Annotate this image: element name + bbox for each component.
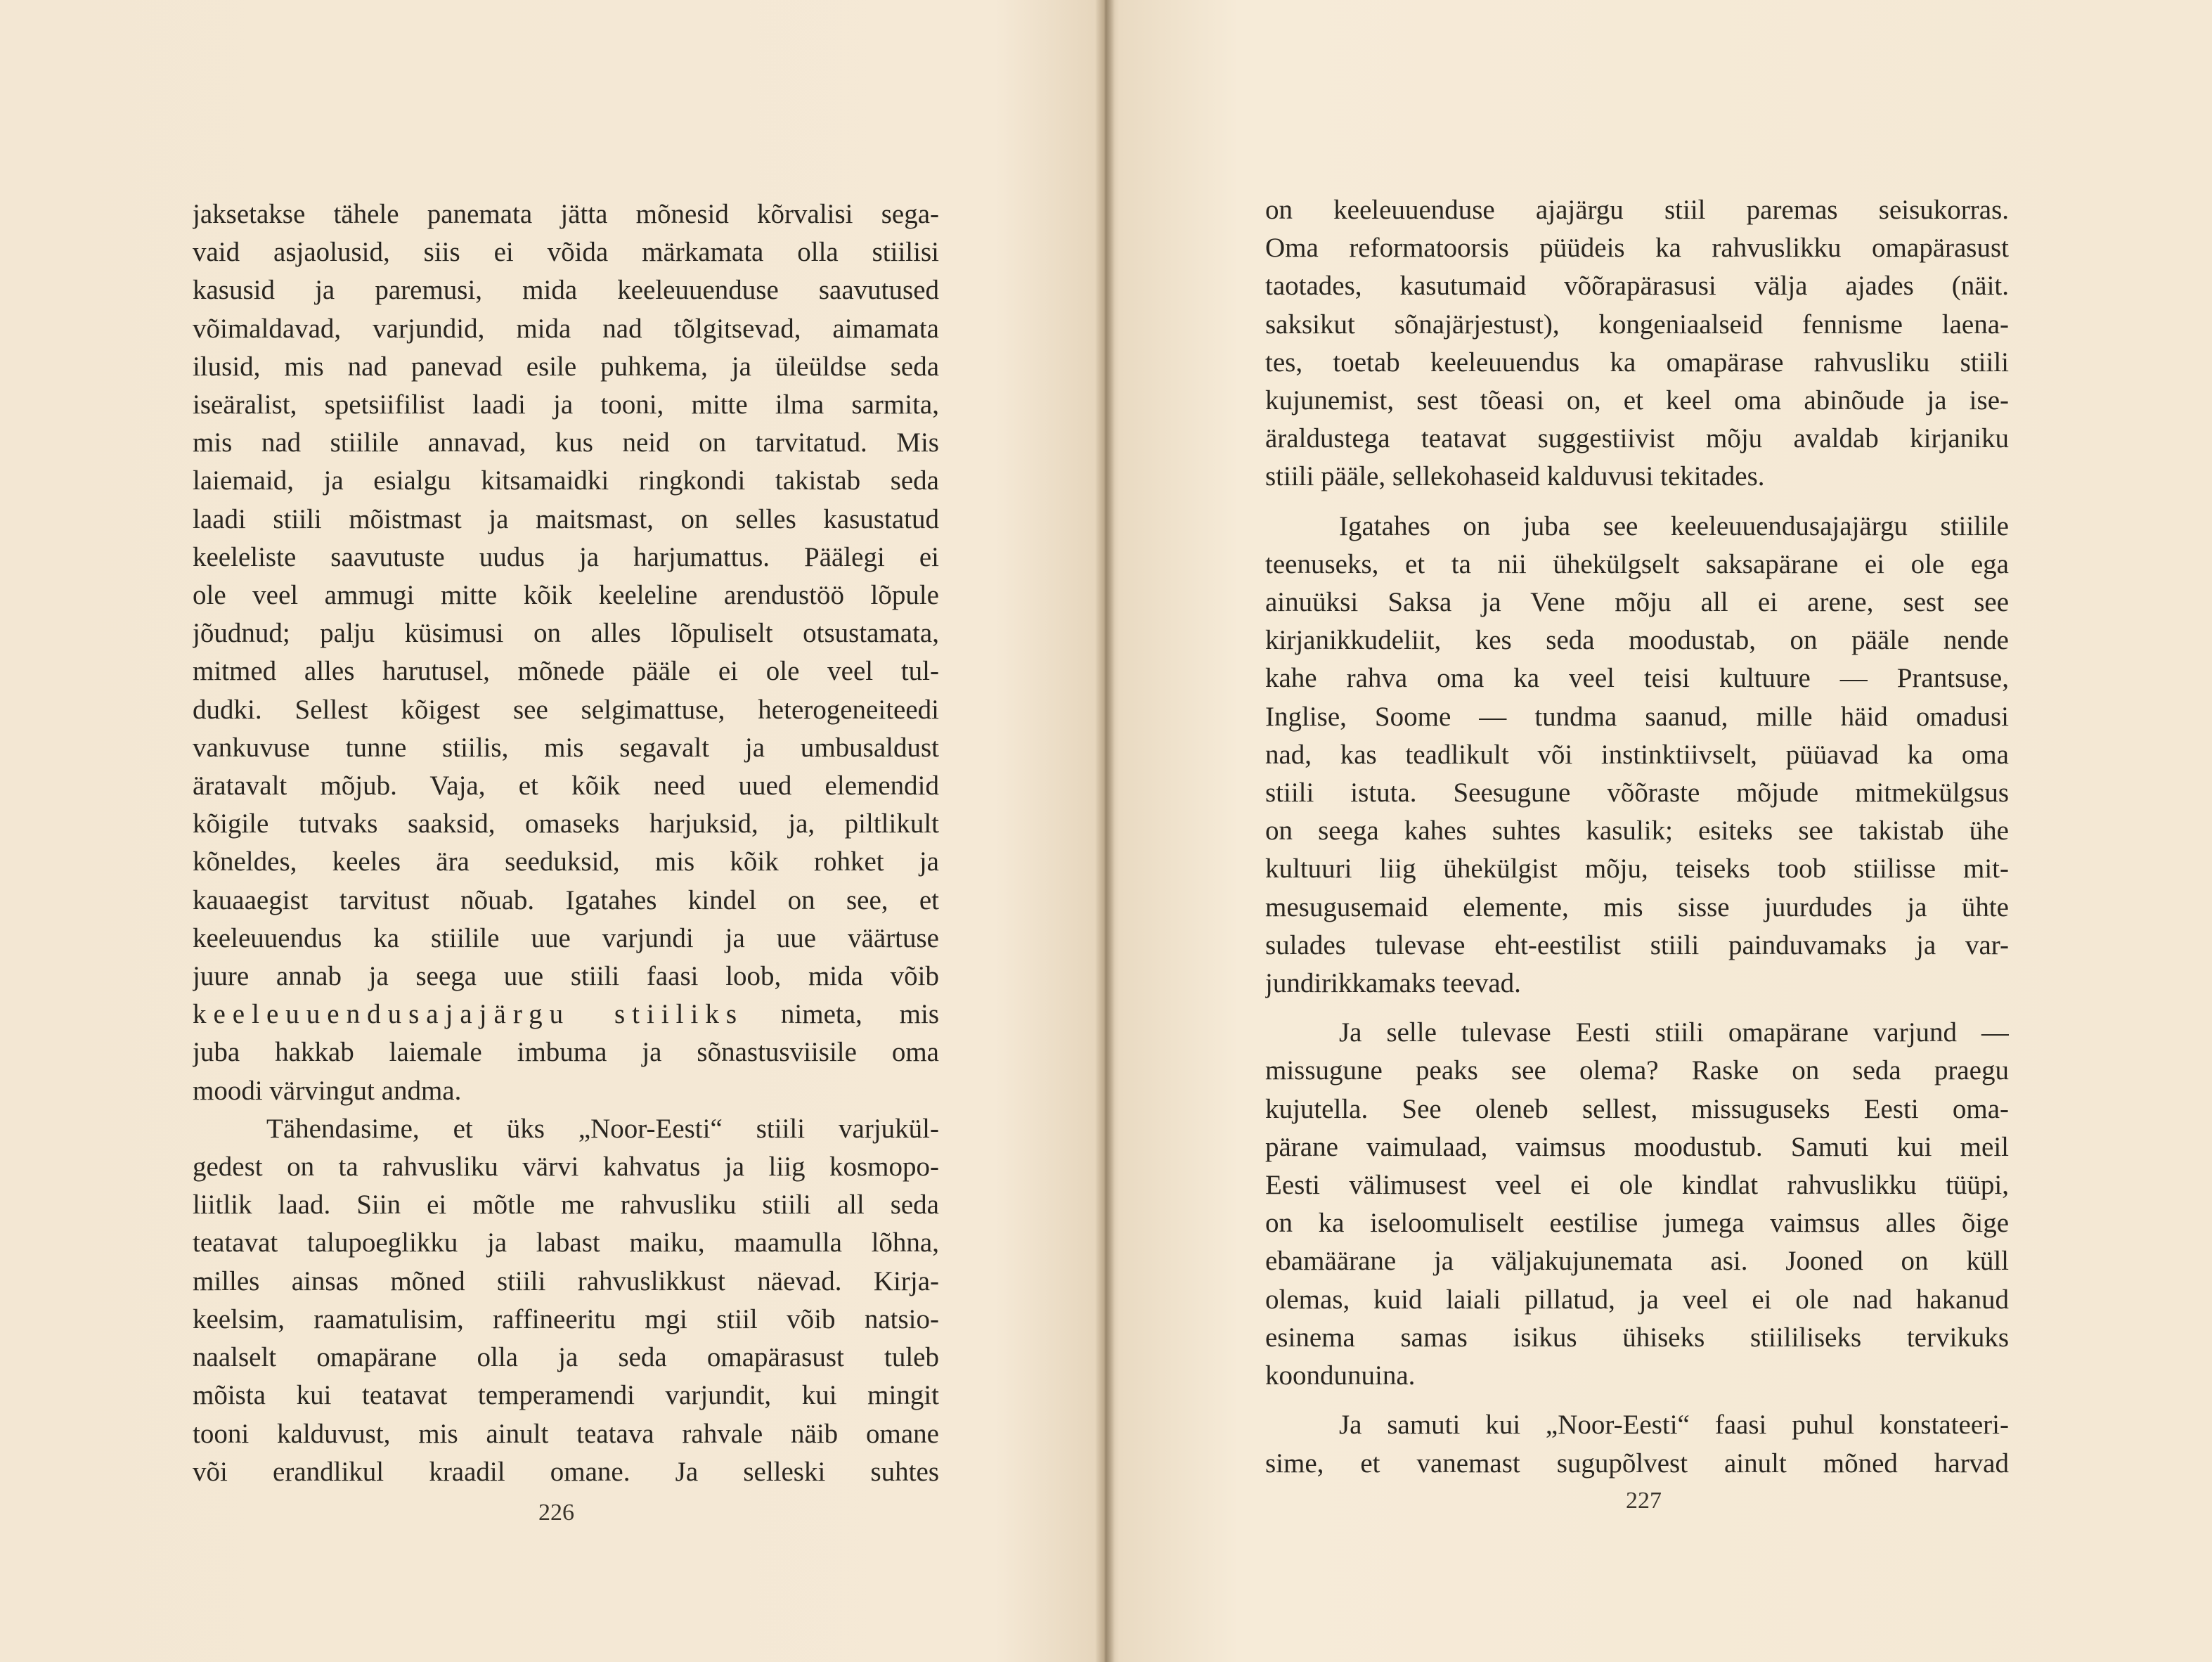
text-line: Eesti välimusest veel ei ole kindlat rahvuslikku tüüpi,: [1265, 1170, 2009, 1201]
text-line: või erandlikul kraadil omane. Ja selleski suhtes: [193, 1456, 939, 1487]
text-line: kujutella. See oleneb sellest, missuguseks Eesti oma-: [1265, 1093, 2009, 1124]
text-line: kauaaegist tarvitust nõuab. Igatahes kindel on see, et: [193, 884, 939, 915]
text-line: kahe rahva oma ka veel teisi kultuure — Prantsuse,: [1265, 663, 2009, 694]
text-line: stiili istuta. Seesugune võõraste mõjude mitmekülgsus: [1265, 778, 2009, 809]
text-line: ilusid, mis nad panevad esile puhkema, ja üleüldse seda: [193, 351, 939, 382]
text-line: missugune peaks see olema? Raske on seda praegu: [1265, 1055, 2009, 1086]
text-line: ole veel ammugi mitte kõik keeleline arendustöö lõpule: [193, 580, 939, 611]
paragraph-start: Ja selle tulevase Eesti stiili omapärane varjund —: [1339, 1017, 2009, 1048]
text-line: koondunuina.: [1265, 1360, 1416, 1391]
text-line: esinema samas isikus ühiseks stiililiseks tervikuks: [1265, 1322, 2009, 1353]
text-line: jõudnud; palju küsimusi on alles lõpuliselt otsustamata,: [193, 618, 939, 649]
text-line: keelsim, raamatulisim, raffineeritu mgi stiil võib natsio-: [193, 1303, 939, 1334]
text-line: kasusid ja paremusi, mida keeleuuenduse saavutused: [193, 275, 939, 306]
text-line: nad, kas teadlikult või instinktiivselt, püüavad ka oma: [1265, 739, 2009, 770]
page-number: 227: [1626, 1488, 1662, 1514]
text-line: mitmed alles harutusel, mõnede pääle ei ole veel tul-: [193, 656, 939, 687]
text-line: jundirikkamaks teevad.: [1265, 968, 1521, 999]
line-rest: nimeta, mis: [780, 999, 939, 1030]
text-line: tes, toetab keeleuuendus ka omapärase rahvusliku stiili: [1265, 347, 2009, 378]
paragraph-start: Igatahes on juba see keeleuuendusajajärgu stiilile: [1339, 510, 2009, 541]
text-line: äratavalt mõjub. Vaja, et kõik need uued elemendid: [193, 771, 939, 801]
text-line: kõigile tutvaks saaksid, omaseks harjuksid, ja, piltlikult: [193, 809, 939, 839]
page-number: 226: [538, 1500, 574, 1526]
text-line: mis nad stiilile annavad, kus neid on tarvitatud. Mis: [193, 427, 939, 458]
text-line: teatavat talupoeglikku ja labast maiku, maamulla lõhna,: [193, 1228, 939, 1258]
text-line: milles ainsas mõned stiili rahvuslikkust näevad. Kirja-: [193, 1265, 939, 1296]
text-line: tooni kalduvust, mis ainult teatava rahvale näib omane: [193, 1418, 939, 1449]
text-line: on seega kahes suhtes kasulik; esiteks see takistab ühe: [1265, 816, 2009, 846]
left-page: [0, 0, 1102, 1662]
text-line: taotades, kasutumaid võõrapärasusi välja ajades (näit.: [1265, 271, 2009, 302]
text-line: jaksetakse tähele panemata jätta mõnesid kõrvalisi sega-: [193, 199, 939, 229]
text-line: laiemaid, ja esialgu kitsamaidki ringkondi takistab seda: [193, 465, 939, 496]
text-line: iseäralist, spetsiifilist laadi ja tooni, mitte ilma sarmita,: [193, 389, 939, 420]
text-line: vankuvuse tunne stiilis, mis segavalt ja umbusaldust: [193, 732, 939, 763]
text-line: juba hakkab laiemale imbuma ja sõnastusviisile oma: [193, 1037, 939, 1068]
text-line: pärane vaimulaad, vaimsus moodustub. Samuti kui meil: [1265, 1131, 2009, 1162]
text-line: gedest on ta rahvusliku värvi kahvatus ja liig kosmopo-: [193, 1152, 939, 1183]
text-line: vaid asjaolusid, siis ei võida märkamata olla stiilisi: [193, 237, 939, 268]
text-line: on keeleuuenduse ajajärgu stiil paremas seisukorras.: [1265, 195, 2009, 225]
text-line: kultuuri liig ühekülgist mõju, teiseks toob stiilisse mit-: [1265, 853, 2009, 884]
text-line: ebamäärane ja väljakujunemata asi. Jooned on küll: [1265, 1246, 2009, 1277]
text-line: Inglise, Soome — tundma saanud, mille häid omadusi: [1265, 701, 2009, 732]
text-line: saksikut sõnajärjestust), kongeniaalseid fennisme laena-: [1265, 309, 2009, 340]
text-line: sulades tulevase eht-eestilist stiili painduvamaks ja var-: [1265, 929, 2009, 960]
paragraph-gap: [1265, 1003, 2009, 1014]
text-line: võimaldavad, varjundid, mida nad tõlgitsevad, aimamata: [193, 313, 939, 344]
paragraph-gap: [1265, 496, 2009, 508]
text-line: sime, et vanemast sugupõlvest ainult mõned harvad: [1265, 1448, 2009, 1479]
text-line: kirjanikkudeliit, kes seda moodustab, on pääle nende: [1265, 625, 2009, 656]
text-line: keeleuuendus ka stiilile uue varjundi ja uue väärtuse: [193, 922, 939, 953]
text-line: mesugusemaid elemente, mis sisse juurdudes ja ühte: [1265, 891, 2009, 922]
text-line: keeleliste saavutuste uudus ja harjumattus. Päälegi ei: [193, 541, 939, 572]
text-line: Oma reformatoorsis püüdeis ka rahvuslikku omapärasust: [1265, 233, 2009, 264]
spaced-term: keeleuuendusajajärgu stiiliks: [193, 999, 744, 1030]
text-line: juure annab ja seega uue stiili faasi loob, mida võib: [193, 961, 939, 992]
text-line: moodi värvingut andma.: [193, 1075, 462, 1106]
text-line: liitlik laad. Siin ei mõtle me rahvusliku stiili all seda: [193, 1190, 939, 1220]
paragraph-start: Ja samuti kui „Noor-Eesti“ faasi puhul konstateeri-: [1339, 1410, 2009, 1441]
paragraph-gap: [1265, 1395, 2009, 1406]
text-line: mõista kui teatavat temperamendi varjundit, kui mingit: [193, 1380, 939, 1411]
left-page-text: [193, 195, 939, 1491]
text-line: kujunemist, sest tõeasi on, et keel oma abinõude ja ise-: [1265, 385, 2009, 416]
paragraph-start: Tähendasime, et üks „Noor-Eesti“ stiili varjukül-: [266, 1113, 939, 1144]
text-line: olemas, kuid laiali pillatud, ja veel ei ole nad hakanud: [1265, 1284, 2009, 1315]
text-line: on ka iseloomuliselt eestilise jumega vaimsus alles õige: [1265, 1208, 2009, 1239]
right-page-text: [1265, 191, 2009, 1483]
text-line: stiili pääle, sellekohaseid kalduvusi tekitades.: [1265, 461, 1765, 492]
text-line-spaced-term: [193, 996, 939, 1033]
text-line: teenuseks, et ta nii ühekülgselt saksapärane ei ole ega: [1265, 548, 2009, 579]
text-line: äraldustega teatavat suggestiivist mõju avaldab kirjaniku: [1265, 423, 2009, 454]
text-line: laadi stiili mõistmast ja maitsmast, on selles kasustatud: [193, 503, 939, 534]
text-line: naalselt omapärane olla ja seda omapärasust tuleb: [193, 1342, 939, 1373]
text-line: dudki. Sellest kõigest see selgimattuse, heterogeneiteedi: [193, 694, 939, 725]
right-page: [1109, 0, 2212, 1662]
text-line: kõneldes, keeles ära seeduksid, mis kõik rohket ja: [193, 846, 939, 877]
text-line: ainuüksi Saksa ja Vene mõju all ei arene, sest see: [1265, 587, 2009, 618]
